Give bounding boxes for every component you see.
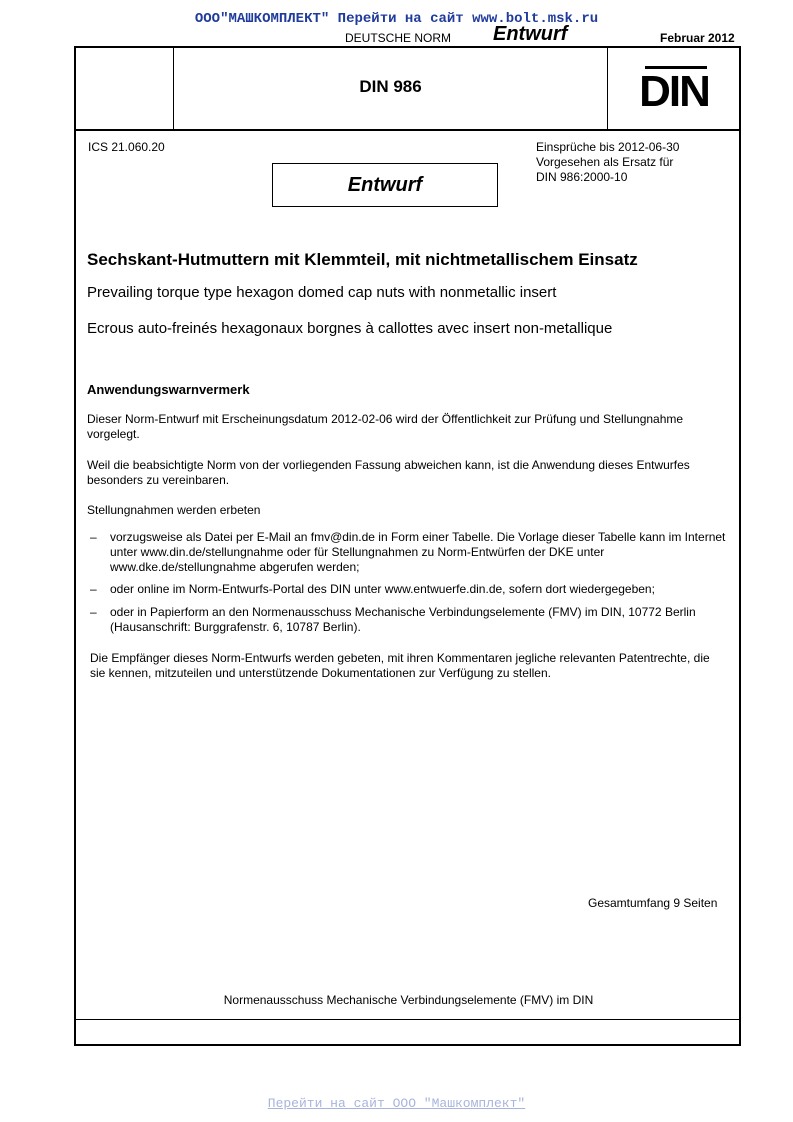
list-dash-2: – xyxy=(90,582,97,596)
list-item: oder online im Norm-Entwurfs-Portal des DIN unter www.entwuerfe.din.de, sofern dort wiedergegeben; xyxy=(110,582,655,596)
committee-name: Normenausschuss Mechanische Verbindungselemente (FMV) im DIN xyxy=(223,993,594,1007)
header-date: Februar 2012 xyxy=(660,31,735,45)
draft-stamp: Entwurf xyxy=(272,163,498,207)
notice-heading: Anwendungswarnvermerk xyxy=(87,382,250,397)
footer-rule xyxy=(75,1019,740,1020)
replacement-note: Vorgesehen als Ersatz für xyxy=(536,155,674,169)
title-french: Ecrous auto-freinés hexagonaux borgnes à callottes avec insert non-metallique xyxy=(87,320,613,337)
din-logo-text: DIN xyxy=(639,67,709,116)
din-logo xyxy=(608,48,740,129)
notice-paragraph-3: Stellungnahmen werden erbeten xyxy=(87,503,261,517)
standard-number: DIN 986 xyxy=(359,77,422,96)
header-status: Entwurf xyxy=(493,23,568,45)
list-dash-1: – xyxy=(90,530,97,544)
header-bottom-rule xyxy=(75,129,740,131)
total-pages: Gesamtumfang 9 Seiten xyxy=(588,896,718,910)
title-german: Sechskant-Hutmuttern mit Klemmteil, mit nichtmetallischem Einsatz xyxy=(87,250,638,269)
objection-deadline: Einsprüche bis 2012-06-30 xyxy=(536,140,680,154)
list-dash-3: – xyxy=(90,605,97,619)
notice-paragraph-4: Die Empfänger dieses Norm-Entwurfs werden gebeten, mit ihren Kommentaren jegliche relevanten Patentrechte, die sie kennen, mitzuteilen und unterstützende Dokumentationen zur Verfügung zu stellen. xyxy=(90,651,710,680)
bottom-site-link[interactable]: Перейти на сайт ООО "Машкомплект" xyxy=(267,1096,526,1111)
title-english: Prevailing torque type hexagon domed cap nuts with nonmetallic insert xyxy=(87,284,557,301)
list-item: oder in Papierform an den Normenausschuss Mechanische Verbindungselemente (FMV) im DIN, 10772 Berlin (Hausanschrift: Burggrafenstr. 6, 10787 Berlin). xyxy=(110,605,696,634)
header-norm-label: DEUTSCHE NORM xyxy=(345,31,452,45)
replaced-standard: DIN 986:2000-10 xyxy=(536,170,628,184)
ics-code: ICS 21.060.20 xyxy=(88,140,165,154)
list-item: vorzugsweise als Datei per E-Mail an fmv@din.de in Form einer Tabelle. Die Vorlage dieser Tabelle kann im Internet unter www.din.de/stellungnahme oder für Stellungnahmen zu Norm-Entwürfen der DKE unter www.dke.de/stellungnahme abgerufen werden; xyxy=(110,530,726,574)
notice-paragraph-1: Dieser Norm-Entwurf mit Erscheinungsdatum 2012-02-06 wird der Öffentlichkeit zur Prüfung und Stellungnahme vorgelegt. xyxy=(87,412,684,441)
notice-paragraph-2: Weil die beabsichtigte Norm von der vorliegenden Fassung abweichen kann, ist die Anwendung dieses Entwurfes besonders zu vereinbaren. xyxy=(87,458,690,487)
top-site-link[interactable]: ООО"МАШКОМПЛЕКТ" Перейти на сайт www.bolt.msk.ru xyxy=(194,11,599,27)
